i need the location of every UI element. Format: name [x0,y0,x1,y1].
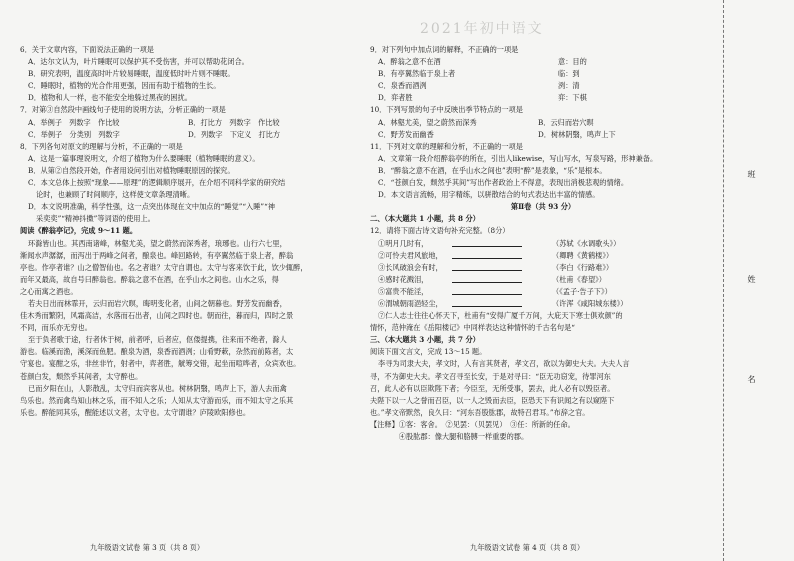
q6-option-b: B．研究表明，温度高时叶片较易睡眠，温度低时叶片则不睡眠。 [28,69,235,79]
passage-line: 也。”孝文帝默然，良久曰：“河东吾股肱郡，故特召君耳。”布辞之官。 [370,407,590,417]
passage-line: 渐闻水声潺潺，而泻出于两峰之间者，酿泉也。峰回路转，有亭翼然临于泉上者，醉翁 [20,250,294,260]
q9-option-c [370,80,716,92]
passage-para-3 [20,334,358,382]
section-three-heading: 三、（本大题共 3 小题，共 7 分） [370,335,480,345]
q11-option-a: A．文章第一段介绍醉翁亭的所在，引出人likewise，写山写水，写泉写路，形神兼备。 [378,153,658,163]
q12-prompt: ⑤富贵不能淫， [378,286,429,296]
binding-margin [723,0,794,561]
q12-stem: 12．请将下面古诗文语句补充完整。（8分） [370,226,510,236]
answer-blank[interactable] [452,250,522,259]
q9-option-gloss: 洌：清 [558,81,580,91]
q11-stem: 11．下列对文章的理解和分析，不正确的一项是 [370,141,523,151]
q12-prompt: ②可怜夫君风旅地， [378,250,443,260]
q9-option-gloss: 临：到 [558,69,580,79]
passage-line: 夫陛下以一人之誉而召臣，以一人之毁而去臣，臣恐天下有识闻之有以窥陛下 [370,395,615,405]
q12-source: （《孟子·告子下》） [552,286,612,296]
passage-line: 苍颜白发，颓然乎其间者，太守醉也。 [20,371,143,381]
q8-option-d: D．本文说明准确，科学性强，这一点突出体现在文中加点的“睡觉”“入睡”“神 [28,202,275,212]
annotation-line-1: 【注释】①客：客舍。 ②见罢：（贝罢见） ③任：所新的任命。 [370,419,575,429]
q8-option-d-cont: 采奕奕”“精神抖擞”等词语的使用上。 [36,214,155,224]
passage-para-1 [20,238,358,298]
passage-line: 鸟乐也。然而禽鸟知山林之乐，而不知人之乐；人知从太守游而乐，而不知太守之乐其 [20,395,294,405]
q8-option-b: B．从第②自然段开始，作者用设问引出对植物睡眠原因的探究。 [28,165,235,175]
passage-line: 不同，而乐亦无穷也。 [20,323,92,333]
q9-option-text: D．弈者胜 [378,93,413,103]
q10-option-b: B．云归而岩穴暝 [538,117,594,127]
passage-line: 至于负者歌于途，行者休于树，前者呼，后者应，伛偻提携，往来而不绝者，滁人 [28,335,287,345]
q9-option-text: A．醉翁之意不在酒 [378,57,441,67]
q9-option-gloss: 弈：下棋 [558,93,587,103]
q6-stem: 6．关于文章内容，下面说法正确的一项是 [20,45,154,54]
q6-option-d: D．植物和人一样，也不能安全地躲过黑夜的困扰。 [28,93,192,103]
q10-stem: 10．下列写景的句子中反映出季节特点的一项是 [370,105,523,115]
passage-line: 召，此人必有以臣欺陛下者；今臣至，无所受事，罢去，此人必有以毁臣者。 [370,383,615,393]
q9-option-text: B．有亭翼然临于泉上者 [378,69,456,79]
answer-blank[interactable] [452,298,522,307]
q12-item-7: ⑦仁人志士往往心怀天下，杜甫有“安得广厦千万间，大庇天下寒士俱欢颜”的 [378,311,623,321]
q12-source: （李白《行路难》） [552,262,614,272]
q9-option-a [370,56,716,68]
q12-line-2 [370,250,716,262]
passage-line: 亭也。作亭者谁？山之僧智仙也。名之者谁？太守自谓也。太守与客来饮于此，饮少辄醉， [20,262,308,272]
q6-option-c: C．睡眠时，植物的光合作用更强，因而有助于植物的生长。 [28,81,221,91]
margin-label-name: 名 [747,375,756,383]
passage-para-2 [20,298,358,334]
passage-line: 而年又最高，故自号曰醉翁也。醉翁之意不在酒，在乎山水之间也。山水之乐，得 [20,274,279,284]
q7-option-a: A．举例子 列数字 作比较 [28,117,120,127]
q12-source: （杜甫《春望》） [552,274,606,284]
q7-option-c: C．举例子 分类别 列数字 [28,129,120,139]
q6-option-a: A．达尔文认为，叶片睡眠可以保护其不受伤害，并可以帮助花闭合。 [28,57,249,67]
passage-line: 乐也。醉能同其乐，醒能述以文者，太守也。太守谓谁？庐陵欧阳修也。 [20,407,251,417]
q7-option-b: B．打比方 列数字 作比较 [188,117,280,127]
q8-stem: 8．下列各句对原文的理解与分析，不正确的一项是 [20,141,183,151]
q12-line-3 [370,262,716,274]
reading-two-title: 阅读下面文言文，完成 13～15 题。 [370,347,487,357]
q12-prompt: ①明月几时有， [378,238,429,248]
section-two-heading: 二、（本大题共 1 小题，共 8 分） [370,214,480,224]
q12-line-5 [370,286,716,298]
q8-option-c: C．本文总体上按照“现象——原理”的逻辑顺序展开，在介绍不同科学家的研究结 [28,178,286,188]
passage-para-4 [20,383,358,419]
q8-option-c-cont: 论时，也兼顾了时间顺序，这样使文章条理清晰。 [36,190,195,200]
margin-label-surname: 姓 [747,275,756,283]
annotation-line-2: ④股肱郡：像大腿和胳膊一样重要的郡。 [370,432,529,441]
bleed-through-text: 2021年初中语文 [420,21,544,37]
q9-stem: 9．对下列句中加点词的解释，不正确的一项是 [370,45,519,54]
q7-stem: 7．对第③自然段中画线句子使用的说明方法，分析正确的一项是 [20,105,226,115]
passage-line: 已而夕阳在山，人影散乱，太守归而宾客从也。树林阴翳，鸣声上下，游人去而禽 [28,383,287,393]
answer-blank[interactable] [452,274,522,283]
q11-option-c: C．“苍颜白发，颓然乎其间”写出作者政治上不得意，表现出消极悲观的情绪。 [378,178,629,188]
q9-option-gloss: 意：目的 [558,57,587,67]
reading-title: 阅读《醉翁亭记》，完成 9～11 题。 [20,226,138,236]
answer-blank[interactable] [452,286,522,295]
q12-line-6 [370,298,716,310]
passage-line: 守宴也。宴酣之乐，非丝非竹，射者中，弈者胜，觥筹交错，起坐而喧哗者，众宾欢也。 [20,359,301,369]
answer-blank[interactable] [452,238,522,247]
q9-option-b [370,68,716,80]
passage-line: 游也。临溪而渔，溪深而鱼肥。酿泉为酒，泉香而酒洌；山肴野蔌，杂然而前陈者，太 [20,347,294,357]
answer-blank[interactable] [452,262,522,271]
passage-line: 若夫日出而林霏开，云归而岩穴暝，晦明变化者，山间之朝暮也。野芳发而幽香， [28,298,287,308]
passage-line: 寻，不为御史大夫。孝文召寻至长安，于是对寻曰：“臣无功窃宠，待罪河东 [370,371,611,381]
q12-source: （苏轼《水调歌头》） [552,238,621,248]
right-page [370,44,716,443]
passage-line: 环滁皆山也。其西南诸峰，林壑尤美，望之蔚然而深秀者，琅琊也。山行六七里， [28,238,287,248]
q11-option-d: D．本文语言流畅，用字精练，以骈散结合的句式表达出丰富的情感。 [378,190,600,200]
q10-option-d: D．树林阴翳，鸣声上下 [538,129,616,139]
q9-option-text: C．泉香而酒洌 [378,81,427,91]
q12-prompt: ⑥渭城朝雨浥轻尘， [378,298,443,308]
passage-line: 李寻为司隶大夫，孝文时，人有言其贤者，孝文召，欲以为御史大夫。大夫人言 [378,359,630,369]
left-page [20,44,358,419]
q12-line-4 [370,274,716,286]
q12-line-1 [370,238,716,250]
q8-option-a: A．这是一篇事理说明文，介绍了植物为什么要睡眠（植物睡眠的意义）。 [28,153,260,163]
q9-option-d [370,92,716,104]
q12-source: （许浑《咸阳城东楼》） [552,298,628,308]
passage-line: 之心而寓之酒也。 [20,286,78,296]
q12-prompt: ④感时花溅泪， [378,274,429,284]
q10-option-a: A．林壑尤美，望之蔚然而深秀 [378,117,477,127]
q10-option-c: C．野芳发而幽香 [378,129,434,139]
margin-label-class: 班 [747,170,756,178]
right-page-footer: 九年级语文试卷 第 4 页（共 8 页） [470,543,585,552]
q12-item-7-cont: 情怀，范仲淹在《岳阳楼记》中同样表达这种情怀的千古名句是“ [370,323,575,333]
part-two-heading: 第Ⅱ卷（共 93 分） [510,202,576,212]
classical-passage [370,358,716,418]
left-page-footer: 九年级语文试卷 第 3 页（共 8 页） [90,543,205,552]
q11-option-b: B．“醉翁之意不在酒，在乎山水之间也”表明“醉”是表象，“乐”是根本。 [378,165,607,175]
q12-source: （卿聘《黄鹤楼》） [552,250,614,260]
q7-option-d: D．列数字 下定义 打比方 [188,129,281,139]
q12-prompt: ③长风破浪会有时， [378,262,443,272]
passage-line: 佳木秀而繁阴，风霜高洁，水落而石出者，山间之四时也。朝而往，暮而归，四时之景 [20,311,294,321]
